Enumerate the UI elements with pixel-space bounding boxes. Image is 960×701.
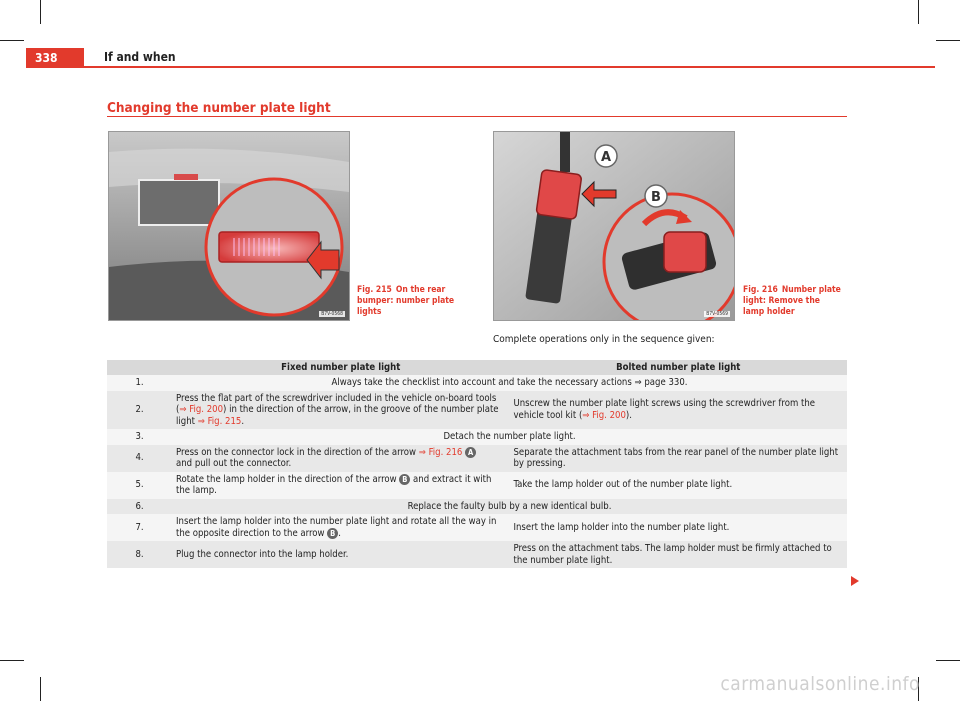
step-text: Always take the checklist into account and take the necessary actions ⇒ page 330. [172,375,847,391]
text-run: Press the flat part of the screwdriver included in the vehicle on-board tools ( [176,392,497,415]
step-text: Replace the faulty bulb by a new identical bulb. [172,499,847,515]
text-run: Insert the lamp holder into the number plate light and rotate all the way in the opposite direction to the arrow [176,516,497,539]
figure-link[interactable]: ⇒ Fig. 200 [179,404,224,415]
watermark: carmanualsonline.info [720,673,920,695]
text-run: ) in the direction of the arrow, in the groove of the number plate light [176,404,499,427]
step-text-fixed: Plug the connector into the lamp holder. [172,541,509,568]
image-code: B7V-0568 [321,311,343,317]
figure-216-image [493,131,735,321]
image-code: B7V-0569 [706,311,728,317]
crop-mark [936,40,960,41]
step-number: 6. [107,499,172,515]
text-run: and pull out the connector. [176,458,292,469]
step-number: 4. [107,445,172,472]
section-title: Changing the number plate light [107,100,331,116]
step-text-bolted [510,391,848,430]
figure-number: Fig. 215 [357,285,392,295]
text-run: and extract it with the lamp. [176,473,492,496]
step-number: 1. [107,375,172,391]
figure-215-caption [357,285,457,318]
header-rule [84,66,935,68]
figure-link[interactable]: ⇒ Fig. 200 [582,409,626,421]
step-number: 2. [107,391,172,430]
text-run: . [338,527,341,539]
step-text-fixed [172,472,509,499]
section-rule [107,116,847,117]
callout-label-a: A [600,150,612,165]
crop-mark [40,0,41,24]
figure-link[interactable]: ⇒ Fig. 216 [418,446,463,458]
continue-arrow-icon [851,576,859,586]
step-number: 3. [107,429,172,445]
step-text-fixed [172,445,509,472]
figure-caption-text: On the rear bumper: number plate lights [357,285,455,317]
text-run: Press on the connector lock in the direction of the arrow [176,446,419,458]
intro-text: Complete operations only in the sequence given: [493,334,715,345]
callout-letter-a: A [465,447,476,458]
figure-link[interactable]: ⇒ Fig. 215 [197,415,242,427]
text-run: ). [625,409,632,421]
page-number: 338 [26,48,84,68]
step-number: 5. [107,472,172,499]
crop-mark [0,660,24,661]
figure-215-image [108,131,350,321]
step-text-bolted: Press on the attachment tabs. The lamp holder must be firmly attached to the number plate light. [510,541,848,568]
figure-216-caption [743,285,843,318]
callout-label-b: B [651,190,661,205]
callout-letter-b: B [399,474,410,485]
callout-letter-b: B [327,528,338,539]
crop-mark [936,660,960,661]
steps-table [107,360,847,568]
table-row [107,541,847,568]
bumper-illustration [109,132,349,320]
crop-mark [40,677,41,701]
text-run: Rotate the lamp holder in the direction of the arrow [176,473,400,485]
table-header [107,360,172,375]
step-text-bolted: Separate the attachment tabs from the rear panel of the number plate light by pressing. [510,445,848,472]
step-number: 8. [107,541,172,568]
table-header: Fixed number plate light [172,360,509,375]
step-text-bolted: Insert the lamp holder into the number plate light. [510,514,848,541]
text-run: Unscrew the number plate light screws using the screwdriver from the vehicle tool kit ( [513,398,816,421]
table-row [107,429,847,445]
table-row [107,514,847,541]
table-row [107,499,847,515]
step-text: Detach the number plate light. [172,429,847,445]
table-row [107,445,847,472]
table-header-row [107,360,847,375]
step-text-fixed [172,391,509,430]
table-row [107,391,847,430]
running-header-title: If and when [104,50,176,64]
crop-mark [0,40,24,41]
lamp-holder-illustration [494,132,734,320]
step-number: 7. [107,514,172,541]
figure-caption-text: Number plate light: Remove the lamp holder [743,285,841,317]
table-header: Bolted number plate light [510,360,848,375]
text-run: . [241,415,245,427]
table-row [107,472,847,499]
table-row [107,375,847,391]
figure-number: Fig. 216 [743,285,778,295]
crop-mark [918,0,919,24]
step-text-fixed [172,514,509,541]
step-text-bolted: Take the lamp holder out of the number plate light. [510,472,848,499]
